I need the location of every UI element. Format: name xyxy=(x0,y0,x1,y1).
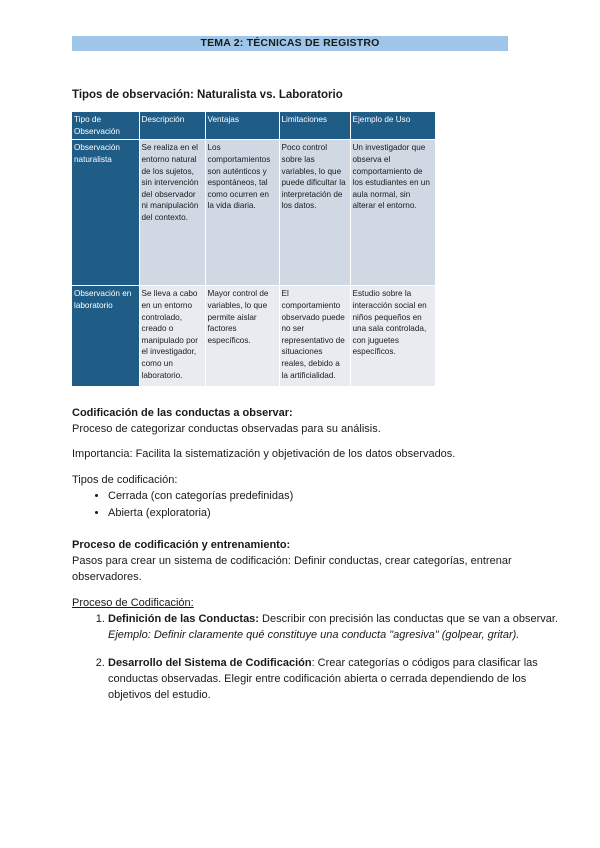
list-item xyxy=(108,612,570,644)
table-row xyxy=(72,286,435,387)
list-item: • Cerrada (con categorías predefinidas) xyxy=(108,488,293,505)
step-text: Describir con precisión las conductas que se van a observar. xyxy=(258,613,558,625)
step-title: Desarrollo del Sistema de Codificación xyxy=(108,656,312,669)
page-title: TEMA 2: TÉCNICAS DE REGISTRO xyxy=(72,36,508,51)
coding-process-steps xyxy=(72,612,570,716)
table-header-cell: Tipo de Observación xyxy=(72,112,139,140)
training-description: Pasos para crear un sistema de codificación: Definir conductas, crear categorías, entrenar observadores. xyxy=(72,555,512,583)
list-item: • Abierta (exploratoria) xyxy=(108,505,293,522)
table-row xyxy=(72,140,435,286)
table-header-cell: Ejemplo de Uso xyxy=(350,112,435,140)
table-cell: Se lleva a cabo en un entorno controlado, creado o manipulado por el investigador, como un laboratorio. xyxy=(139,286,205,387)
observation-types-heading: Tipos de observación: Naturalista vs. Laboratorio xyxy=(72,89,343,101)
list-item xyxy=(108,656,570,704)
row-header-cell: Observación naturalista xyxy=(72,140,139,286)
row-header-cell: Observación en laboratorio xyxy=(72,286,139,387)
process-label: Proceso de Codificación: xyxy=(72,597,194,609)
table-header-cell: Descripción xyxy=(139,112,205,140)
coding-types-label: Tipos de codificación: xyxy=(72,474,178,486)
table-header-row xyxy=(72,112,435,140)
table-cell: Un investigador que observa el comportamiento de los estudiantes en un aula normal, sin alterar el entorno. xyxy=(350,140,435,286)
table-cell: Estudio sobre la interacción social en niños pequeños en una sala controlada, con juguetes específicos. xyxy=(350,286,435,387)
table-header-cell: Limitaciones xyxy=(279,112,350,140)
table-cell: El comportamiento observado puede no ser representativo de situaciones reales, debido a la artificialidad. xyxy=(279,286,350,387)
step-title: Definición de las Conductas: xyxy=(108,613,259,625)
coding-types-list xyxy=(72,488,293,521)
training-heading: Proceso de codificación y entrenamiento: xyxy=(72,539,291,551)
step-example: Ejemplo: Definir claramente qué constituye una conducta "agresiva" (golpear, gritar). xyxy=(108,628,520,641)
table-header-cell: Ventajas xyxy=(205,112,279,140)
table-cell: Mayor control de variables, lo que permite aislar factores específicos. xyxy=(205,286,279,387)
observation-comparison-table xyxy=(72,112,436,387)
coding-importance: Importancia: Facilita la sistematización y objetivación de los datos observados. xyxy=(72,448,456,460)
step-text: : Crear categorías o códigos para clasificar las conductas observadas. Elegir entre codificación abierta o cerrada dependiendo de los objetivos del estudio. xyxy=(108,656,538,701)
table-cell: Los comportamientos son auténticos y espontáneos, tal como ocurren en la vida diaria. xyxy=(205,140,279,286)
table-cell: Se realiza en el entorno natural de los sujetos, sin intervención del observador ni manipulación del contexto. xyxy=(139,140,205,286)
table-cell: Poco control sobre las variables, lo que puede dificultar la interpretación de los datos. xyxy=(279,140,350,286)
coding-heading: Codificación de las conductas a observar: xyxy=(72,407,293,419)
coding-description: Proceso de categorizar conductas observadas para su análisis. xyxy=(72,423,381,435)
